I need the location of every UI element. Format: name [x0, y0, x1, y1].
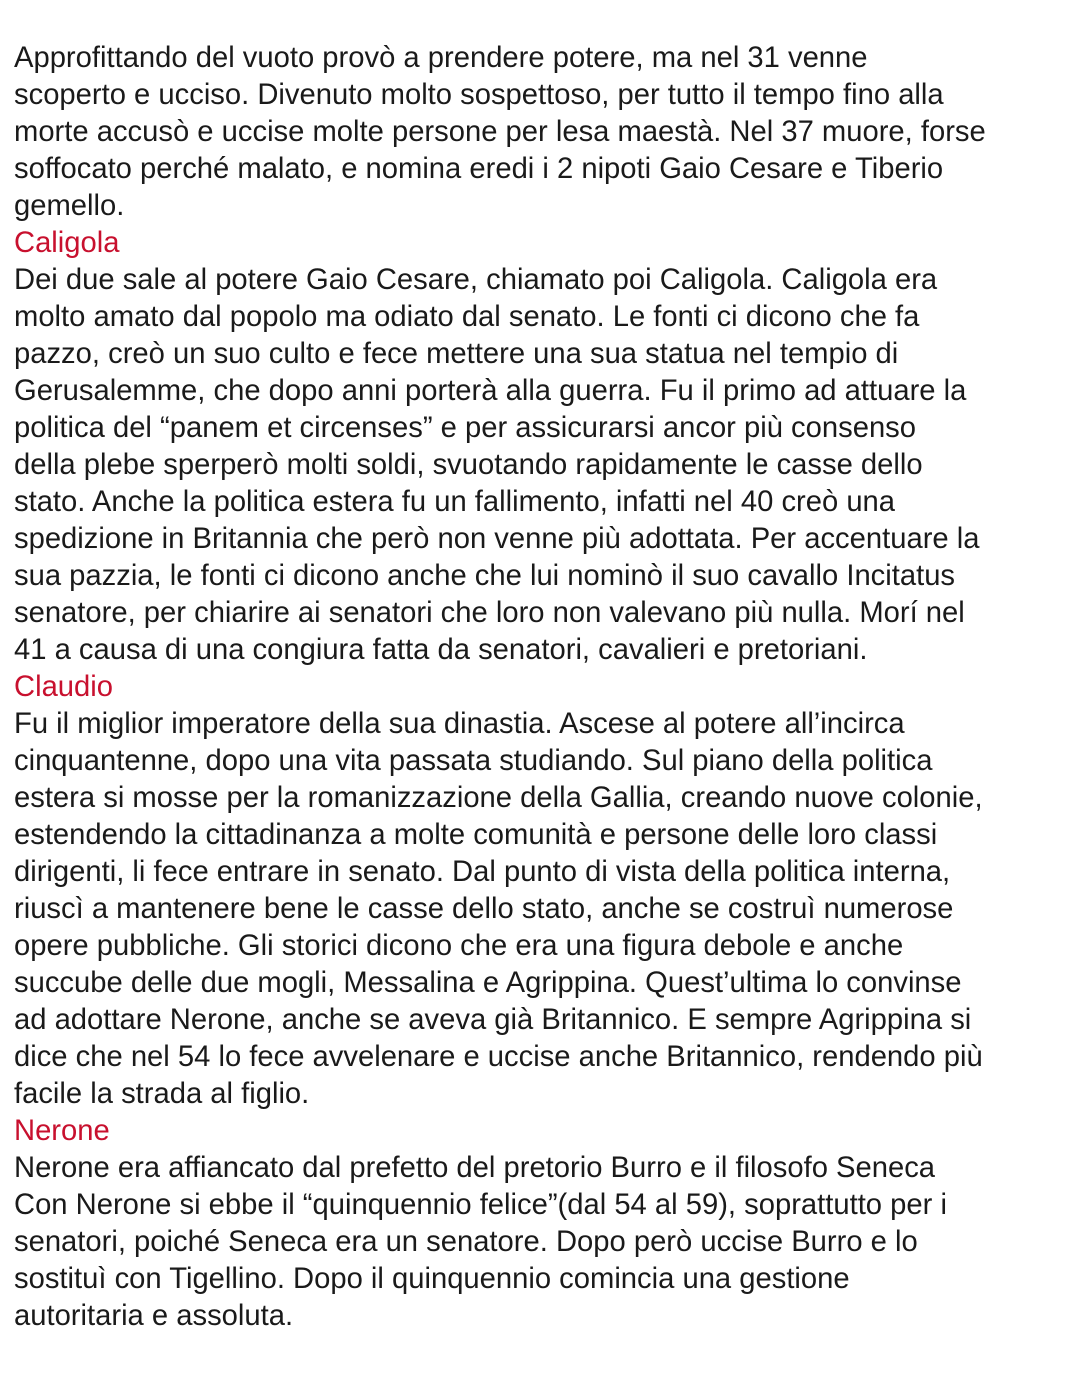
text-line: molto amato dal popolo ma odiato dal senato. Le fonti ci dicono che fa — [14, 301, 920, 333]
text-line: Gerusalemme, che dopo anni porterà alla guerra. Fu il primo ad attuare la — [14, 375, 967, 407]
text-line: senatori, poiché Seneca era un senatore. Dopo però uccise Burro e lo — [14, 1226, 918, 1258]
text-line: gemello. — [14, 190, 125, 222]
text-line: spedizione in Britannia che però non venne più adottata. Per accentuare la — [14, 523, 980, 555]
text-line: 41 a causa di una congiura fatta da senatori, cavalieri e pretoriani. — [14, 634, 868, 666]
text-line: autoritaria e assoluta. — [14, 1300, 294, 1332]
text-line: senatore, per chiarire ai senatori che loro non valevano più nulla. Morí nel — [14, 597, 965, 629]
text-line: estendendo la cittadinanza a molte comunità e persone delle loro classi — [14, 819, 938, 851]
text-line: dirigenti, li fece entrare in senato. Dal punto di vista della politica interna, — [14, 856, 951, 888]
section-heading: Nerone — [14, 1115, 110, 1147]
text-line: soffocato perché malato, e nomina eredi i 2 nipoti Gaio Cesare e Tiberio — [14, 153, 944, 185]
text-line: sostituì con Tigellino. Dopo il quinquennio comincia una gestione — [14, 1263, 850, 1295]
text-line: della plebe sperperò molti soldi, svuotando rapidamente le casse dello — [14, 449, 923, 481]
text-line: scoperto e ucciso. Divenuto molto sospettoso, per tutto il tempo fino alla — [14, 79, 944, 111]
text-line: stato. Anche la politica estera fu un fallimento, infatti nel 40 creò una — [14, 486, 896, 518]
document-page — [14, 40, 1070, 1335]
text-line: riuscì a mantenere bene le casse dello stato, anche se costruì numerose — [14, 893, 954, 925]
text-line: morte accusò e uccise molte persone per lesa maestà. Nel 37 muore, forse — [14, 116, 986, 148]
text-line: Fu il miglior imperatore della sua dinastia. Ascese al potere all’incirca — [14, 708, 905, 740]
text-line: ad adottare Nerone, anche se aveva già Britannico. E sempre Agrippina si — [14, 1004, 972, 1036]
text-line: Dei due sale al potere Gaio Cesare, chiamato poi Caligola. Caligola era — [14, 264, 938, 296]
section-claudio — [14, 669, 1070, 1113]
text-line: succube delle due mogli, Messalina e Agrippina. Quest’ultima lo convinse — [14, 967, 962, 999]
text-line: estera si mosse per la romanizzazione della Gallia, creando nuove colonie, — [14, 782, 983, 814]
text-line: cinquantenne, dopo una vita passata studiando. Sul piano della politica — [14, 745, 933, 777]
text-line: politica del “panem et circenses” e per assicurarsi ancor più consenso — [14, 412, 917, 444]
section-heading: Caligola — [14, 227, 120, 259]
section-nerone — [14, 1113, 1070, 1335]
text-line: facile la strada al figlio. — [14, 1078, 310, 1110]
text-line: opere pubbliche. Gli storici dicono che era una figura debole e anche — [14, 930, 904, 962]
section-heading: Claudio — [14, 671, 113, 703]
text-line: Approfittando del vuoto provò a prendere potere, ma nel 31 venne — [14, 42, 868, 74]
text-line: dice che nel 54 lo fece avvelenare e uccise anche Britannico, rendendo più — [14, 1041, 983, 1073]
text-line: Nerone era affiancato dal prefetto del pretorio Burro e il filosofo Seneca — [14, 1152, 936, 1184]
text-line: Con Nerone si ebbe il “quinquennio felice”(dal 54 al 59), soprattutto per i — [14, 1189, 947, 1221]
section-caligola — [14, 225, 1070, 669]
text-line: pazzo, creò un suo culto e fece mettere una sua statua nel tempio di — [14, 338, 899, 370]
intro-paragraph — [14, 40, 1070, 225]
text-line: sua pazzia, le fonti ci dicono anche che lui nominò il suo cavallo Incitatus — [14, 560, 956, 592]
